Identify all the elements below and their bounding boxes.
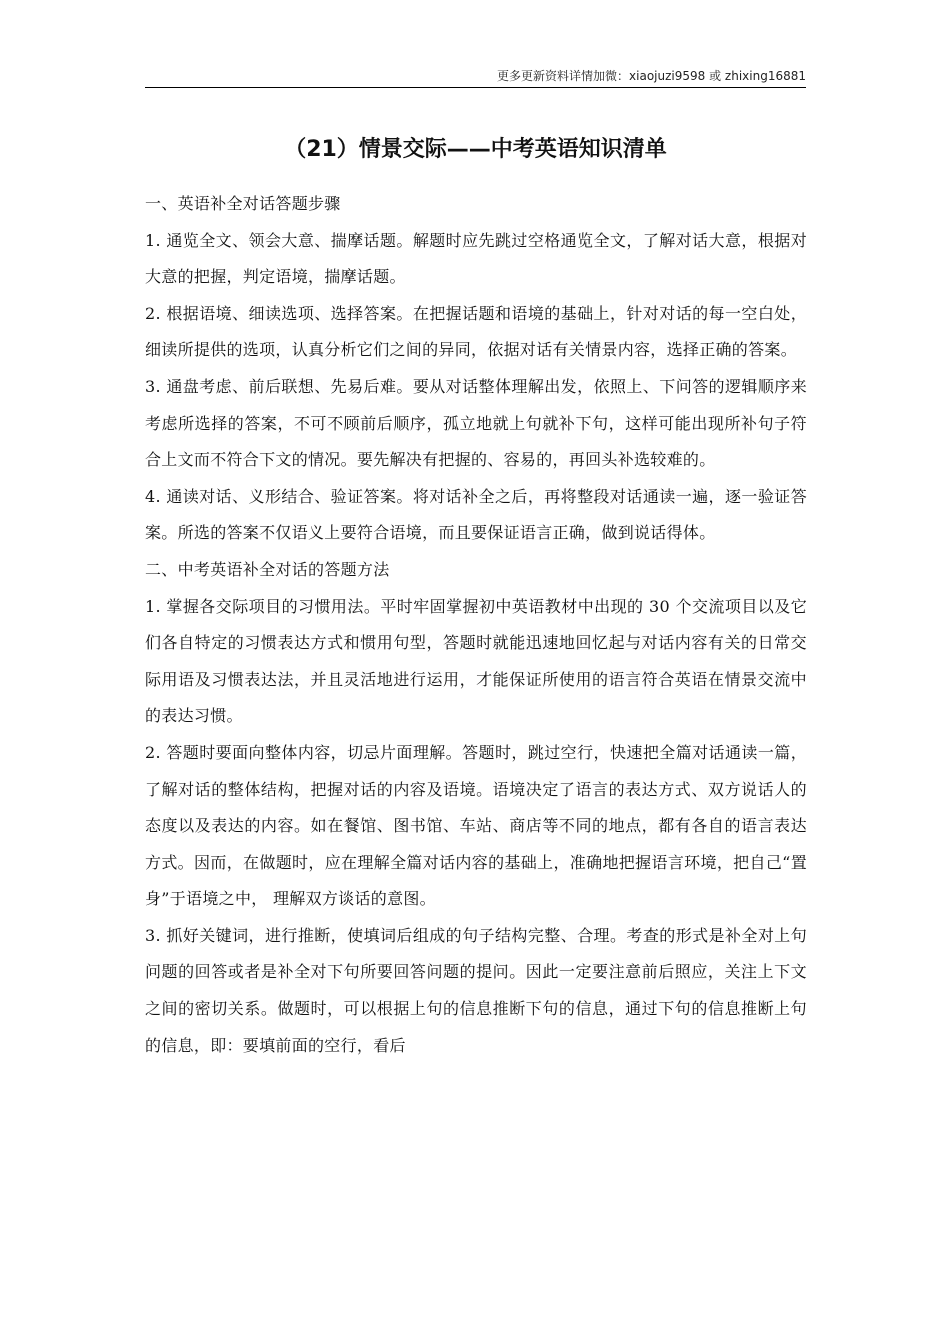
- paragraph-step-2: 2. 根据语境、细读选项、选择答案。在把握话题和语境的基础上，针对对话的每一空白处，细读所提供的选项，认真分析它们之间的异同，依据对话有关情景内容，选择正确的答案。: [145, 303, 807, 360]
- paragraph-method-1: 1. 掌握各交际项目的习惯用法。平时牢固掌握初中英语教材中出现的 30 个交流项目以及它们各自特定的习惯表达方式和惯用句型，答题时就能迅速地回忆起与对话内容有关的日常交际用语及习惯表达法，并且灵活地进行运用，才能保证所使用的语言符合英语在情景交流中的表达习惯。: [145, 596, 807, 726]
- paragraph-step-1: 1. 通览全文、领会大意、揣摩话题。解题时应先跳过空格通览全文，了解对话大意，根据对大意的把握，判定语境，揣摩话题。: [145, 230, 807, 287]
- header-divider: [145, 87, 806, 88]
- document-title: （21）情景交际——中考英语知识清单: [284, 137, 667, 162]
- paragraph-step-3: 3. 通盘考虑、前后联想、先易后难。要从对话整体理解出发，依照上、下问答的逻辑顺序来考虑所选择的答案，不可不顾前后顺序，孤立地就上句就补下句，这样可能出现所补句子符合上文而不符合下文的情况。要先解决有把握的、容易的，再回头补选较难的。: [145, 376, 807, 470]
- document-body: [145, 186, 807, 1064]
- section-heading-methods: 二、中考英语补全对话的答题方法: [145, 559, 390, 579]
- paragraph-method-2: 2. 答题时要面向整体内容，切忌片面理解。答题时，跳过空行，快速把全篇对话通读一篇，了解对话的整体结构，把握对话的内容及语境。语境决定了语言的表达方式、双方说话人的态度以及表达的内容。如在餐馆、图书馆、车站、商店等不同的地点，都有各自的语言表达方式。因而，在做题时，应在理解全篇对话内容的基础上，准确地把握语言环境，把自己“置身”于语境之中， 理解双方谈话的意图。: [145, 742, 807, 909]
- paragraph-method-3: 3. 抓好关键词，进行推断，使填词后组成的句子结构完整、合理。考查的形式是补全对上句问题的回答或者是补全对下句所要回答问题的提问。因此一定要注意前后照应，关注上下文之间的密切关系。做题时，可以根据上句的信息推断下句的信息，通过下句的信息推断上句的信息，即：要填前面的空行，看后: [145, 925, 807, 1055]
- section-heading-steps: 一、英语补全对话答题步骤: [145, 194, 341, 213]
- page-header-text: 更多更新资料详情加微：xiaojuzi9598 或 zhixing16881: [497, 69, 806, 83]
- paragraph-step-4: 4. 通读对话、义形结合、验证答案。将对话补全之后，再将整段对话通读一遍，逐一验证答案。所选的答案不仅语义上要符合语境，而且要保证语言正确，做到说话得体。: [145, 486, 807, 543]
